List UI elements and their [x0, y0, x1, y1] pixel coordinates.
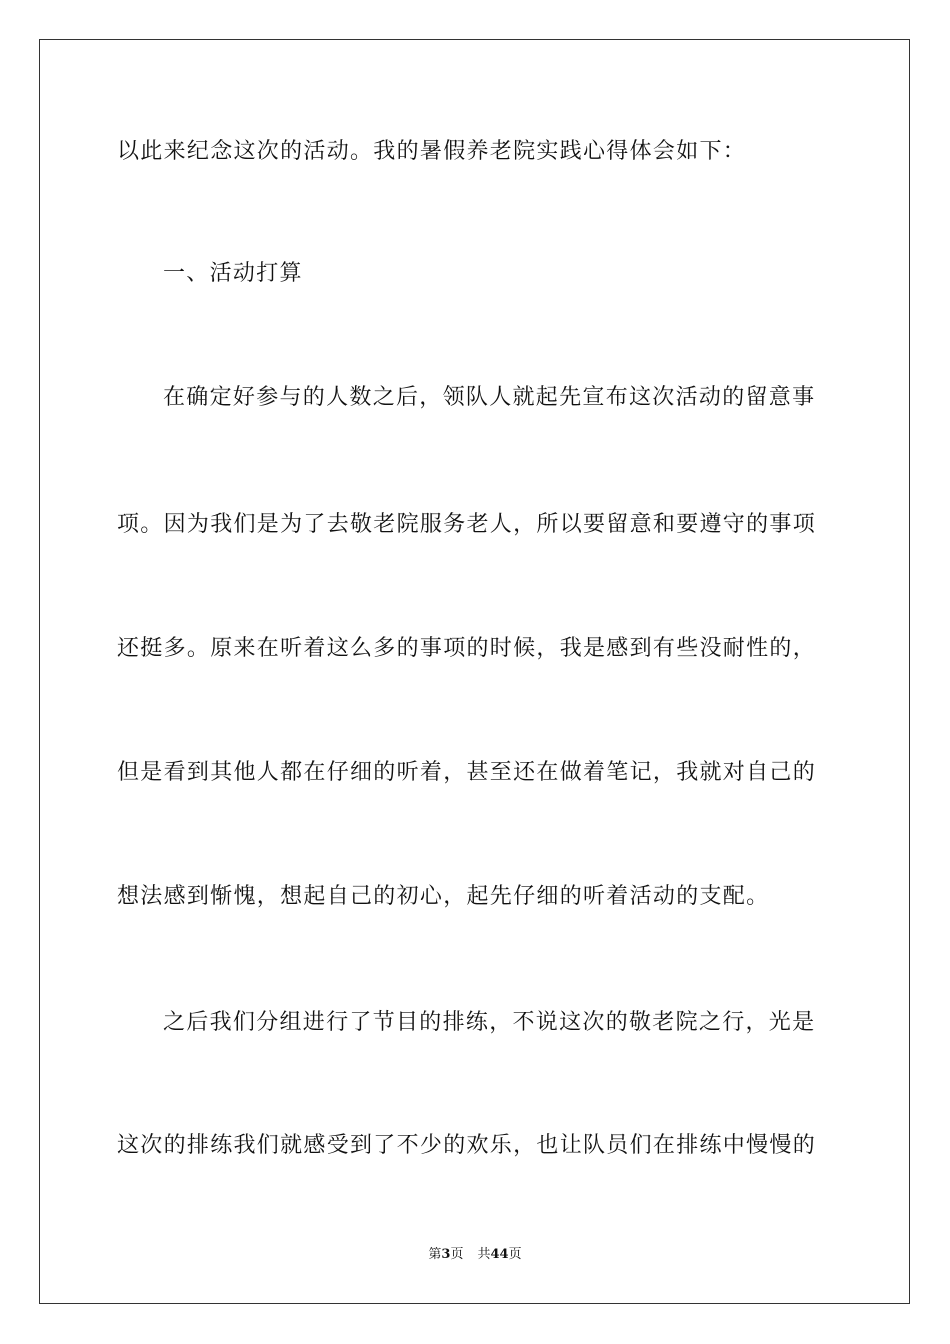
total-suffix: 页 [508, 1247, 522, 1262]
text-line-3: 在确定好参与的人数之后，领队人就起先宣布这次活动的留意事 [163, 385, 816, 410]
page-suffix: 页 [450, 1247, 464, 1262]
text-line-6: 但是看到其他人都在仔细的听着，甚至还在做着笔记，我就对自己的 [117, 760, 817, 785]
total-prefix: 共 [477, 1247, 491, 1262]
page-border [39, 39, 910, 1304]
text-line-1: 以此来纪念这次的活动。我的暑假养老院实践心得体会如下： [117, 139, 747, 164]
page-number: 3 [441, 1247, 451, 1262]
page-footer [0, 1246, 950, 1264]
text-line-5: 还挺多。原来在听着这么多的事项的时候，我是感到有些没耐性的， [117, 636, 817, 661]
total-pages: 44 [490, 1247, 509, 1262]
text-line-9: 这次的排练我们就感受到了不少的欢乐，也让队员们在排练中慢慢的 [117, 1133, 817, 1158]
text-line-7: 想法感到惭愧，想起自己的初心，起先仔细的听着活动的支配。 [117, 884, 770, 909]
text-line-8: 之后我们分组进行了节目的排练，不说这次的敬老院之行，光是 [163, 1010, 816, 1035]
text-line-4: 项。因为我们是为了去敬老院服务老人，所以要留意和要遵守的事项 [117, 512, 817, 537]
section-heading: 一、活动打算 [163, 261, 303, 286]
page-prefix: 第 [428, 1247, 442, 1262]
